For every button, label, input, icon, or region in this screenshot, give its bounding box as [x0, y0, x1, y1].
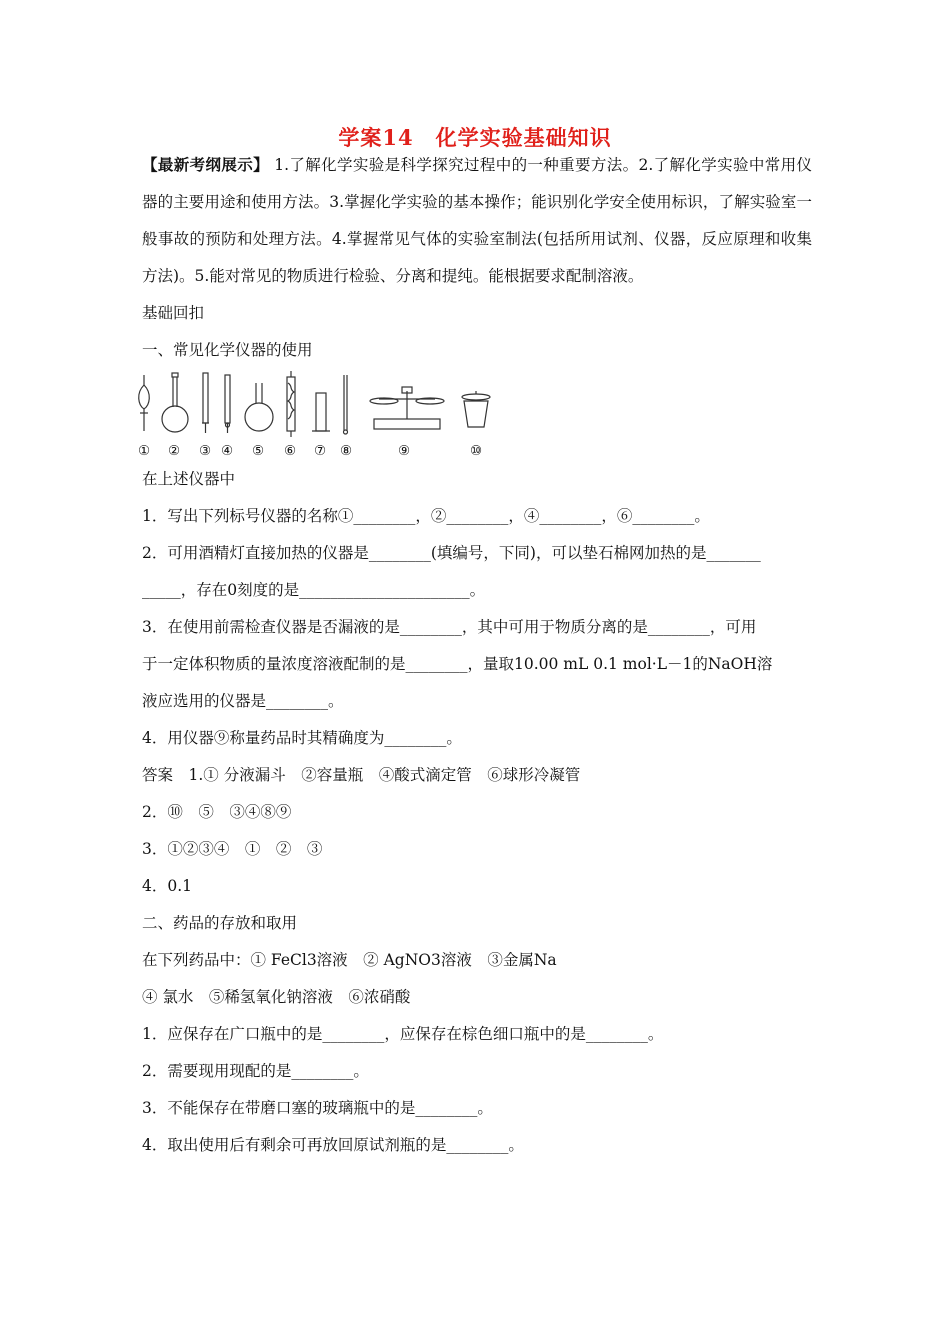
section2-question-3: 3．不能保存在带磨口塞的玻璃瓶中的是________。 [142, 1099, 493, 1117]
intro-paragraph [142, 146, 812, 295]
fig-label-1: ① [138, 443, 151, 459]
fig-label-6: ⑥ [284, 443, 297, 459]
content-body [138, 146, 812, 1164]
section1-lead: 在上述仪器中 [142, 470, 236, 488]
section1-question-1: 1．写出下列标号仪器的名称①________，②________，④________，⑥________。 [142, 507, 710, 525]
section1-question-3a: 3．在使用前需检查仪器是否漏液的是________，其中可用于物质分离的是________，可用 [142, 618, 757, 636]
balance-icon [370, 387, 444, 429]
intro-lead: 【最新考纲展示】 [142, 155, 269, 174]
fig-label-8: ⑧ [340, 443, 353, 459]
graduated-cylinder-icon [312, 393, 330, 431]
section2-lead-1: 在下列药品中：① FeCl3溶液 ② AgNO3溶液 ③金属Na [142, 951, 557, 969]
section2-question-2: 2．需要现用现配的是________。 [142, 1062, 369, 1080]
instrument-illustration [134, 371, 514, 461]
acid-burette-icon [225, 375, 230, 433]
section2-lead-2: ④ 氯水 ⑤稀氢氧化钠溶液 ⑥浓硝酸 [142, 988, 411, 1006]
section2-question-1: 1．应保存在广口瓶中的是________，应保存在棕色细口瓶中的是________。 [142, 1025, 664, 1043]
section1-answer-2: 2．⑩ ⑤ ③④⑧⑨ [142, 803, 292, 821]
intro-text: 1.了解化学实验是科学探究过程中的一种重要方法。2.了解化学实验中常用仪器的主要用途和使用方法。3.掌握化学实验的基本操作；能识别化学安全使用标识，了解实验室一般事故的预防和处理方法。4.掌握常见气体的实验室制法(包括所用试剂、仪器，反应原理和收集方法)。5.能对常见的物质进行检验、分离和提纯。能根据要求配制溶液。 [142, 156, 812, 285]
section1-question-4: 4．用仪器⑨称量药品时其精确度为________。 [142, 729, 462, 747]
fig-label-4: ④ [221, 443, 234, 459]
fig-label-7: ⑦ [314, 443, 327, 459]
section-basic-heading: 基础回扣 [142, 304, 205, 322]
page-title: 学案14 化学实验基础知识 [338, 125, 612, 150]
crucible-icon [462, 391, 490, 427]
section1-answer-1: 答案 1.① 分液漏斗 ②容量瓶 ④酸式滴定管 ⑥球形冷凝管 [142, 766, 581, 784]
section1-question-2b: _____，存在0刻度的是______________________。 [142, 581, 486, 599]
fig-label-5: ⑤ [252, 443, 265, 459]
section1-question-3c: 液应选用的仪器是________。 [142, 692, 344, 710]
section1-answer-3: 3．①②③④ ① ② ③ [142, 840, 323, 858]
fig-label-10: ⑩ [470, 443, 483, 459]
section1-question-2a: 2．可用酒精灯直接加热的仪器是________(填编号，下同)，可以垫石棉网加热的是_______ [142, 544, 761, 562]
condenser-icon [287, 371, 295, 437]
fig-label-9: ⑨ [398, 443, 411, 459]
section1-question-3b: 于一定体积物质的量浓度溶液配制的是________，量取10.00 mL 0.1 mol·L－1的NaOH溶 [142, 655, 773, 673]
fig-label-2: ② [168, 443, 181, 459]
volumetric-flask-icon [162, 373, 188, 432]
burette-icon [202, 373, 209, 433]
section1-answer-4: 4．0.1 [142, 877, 193, 895]
round-flask-icon [245, 383, 273, 431]
instrument-figure [138, 371, 812, 461]
section2-question-4: 4．取出使用后有剩余可再放回原试剂瓶的是________。 [142, 1136, 524, 1154]
thermometer-icon [344, 375, 348, 434]
section1-heading: 一、常见化学仪器的使用 [142, 341, 313, 359]
separatory-funnel-icon [139, 375, 150, 431]
section2-heading: 二、药品的存放和取用 [142, 914, 298, 932]
fig-label-3: ③ [199, 443, 212, 459]
